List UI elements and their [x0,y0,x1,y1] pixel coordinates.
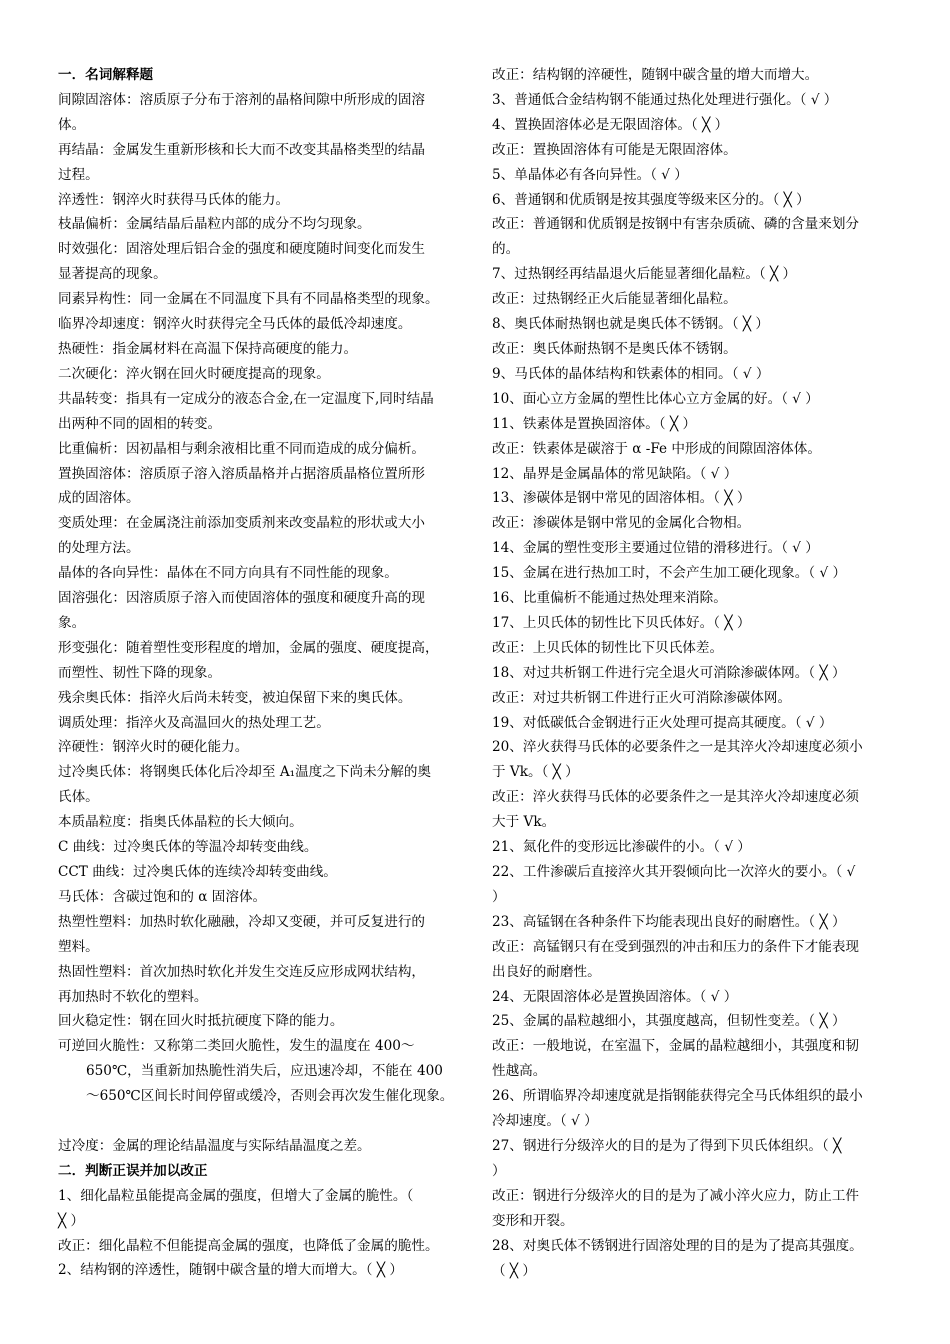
text-line: 改正：细化晶粒不但能提高金属的强度，也降低了金属的脆性。 [58,1237,439,1254]
text-line: 4、置换固溶体必是无限固溶体。（ ╳ ） [492,116,729,133]
text-line: 改正：结构钢的淬硬性，随钢中碳含量的增大而增大。 [492,67,819,83]
text-line: 改正：上贝氏体的韧性比下贝氏体差。 [492,639,724,656]
text-line: 再结晶：金属发生重新形核和长大而不改变其晶格类型的结晶 [58,141,426,158]
text-line: 间隙固溶体：溶质原子分布于溶剂的晶格间隙中所形成的固溶 [58,91,426,108]
section-heading: 一．名词解释题 [58,67,154,83]
text-line: ～650℃区间长时间停留或缓冷，否则会再次发生催化现象。 [86,1088,454,1105]
text-line: 淬透性：钢淬火时获得马氏体的能力。 [58,191,290,208]
text-line: 再加热时不软化的塑料。 [58,988,208,1005]
text-line: 残余奥氏体：指淬火后尚未转变，被迫保留下来的奥氏体。 [58,689,412,706]
text-line: 17、上贝氏体的韧性比下贝氏体好。（ ╳ ） [492,614,751,631]
text-line: 热塑性塑料：加热时软化融融，冷却又变硬，并可反复进行的 [58,913,426,930]
text-line: 而塑性、韧性下降的现象。 [58,664,222,681]
text-line: 13、渗碳体是钢中常见的固溶体相。（ ╳ ） [492,490,751,507]
text-line: 24、无限固溶体必是置换固溶体。（ √ ） [492,988,738,1005]
text-line: 1、细化晶粒虽能提高金属的强度，但增大了金属的脆性。（ [58,1187,414,1204]
left-column [58,63,470,1283]
text-line: 变形和开裂。 [492,1212,574,1229]
text-line: 的处理方法。 [58,540,140,557]
text-line: ） [492,1162,506,1179]
text-line: 调质处理：指淬火及高温回火的热处理工艺。 [58,714,330,731]
text-line: 象。 [58,614,86,631]
blank-line [58,1109,470,1134]
text-line: 5、单晶体必有各向异性。（ √ ） [492,166,688,183]
text-line: 晶体的各向异性：晶体在不同方向具有不同性能的现象。 [58,565,398,582]
text-line: 15、金属在进行热加工时，不会产生加工硬化现象。（ √ ） [492,565,847,582]
text-line: 成的固溶体。 [58,490,140,507]
text-line: 置换固溶体：溶质原子溶入溶质晶格并占据溶质晶格位置所形 [58,465,426,482]
section-heading: 二．判断正误并加以改正 [58,1162,208,1179]
text-line: 过程。 [58,166,99,183]
text-line: 共晶转变：指具有一定成分的液态合金,在一定温度下,同时结晶 [58,390,434,407]
text-line: ╳ ） [58,1212,85,1229]
text-line: 改正：渗碳体是钢中常见的金属化合物相。 [492,515,751,532]
text-line: 热固性塑料：首次加热时软化并发生交连反应形成网状结构， [58,963,426,980]
text-line: 大于 Vk。 [492,814,556,831]
text-line: 可逆回火脆性：又称第二类回火脆性，发生的温度在 400～ [58,1038,415,1055]
text-line: 28、对奥氏体不锈钢进行固溶处理的目的是为了提高其强度。 [492,1237,863,1254]
text-line: 8、奥氏体耐热钢也就是奥氏体不锈钢。（ ╳ ） [492,316,769,333]
text-line: C 曲线：过冷奥氏体的等温冷却转变曲线。 [58,839,318,856]
text-line: 改正：钢进行分级淬火的目的是为了减小淬火应力，防止工件 [492,1187,860,1204]
text-line: 16、比重偏析不能通过热处理来消除。 [492,590,727,607]
text-line: 回火稳定性：钢在回火时抵抗硬度下降的能力。 [58,1013,344,1030]
text-line: 2、结构钢的淬透性，随钢中碳含量的增大而增大。（ ╳ ） [58,1262,403,1279]
text-line: 过冷度：金属的理论结晶温度与实际结晶温度之差。 [58,1137,371,1154]
text-line: 10、面心立方金属的塑性比体心立方金属的好。（ √ ） [492,390,819,407]
text-line: 二次硬化：淬火钢在回火时硬度提高的现象。 [58,365,330,382]
text-line: 18、对过共析钢工件进行完全退火可消除渗碳体网。（ ╳ ） [492,664,846,681]
text-line: 的。 [492,241,520,258]
text-line: 性越高。 [492,1063,547,1080]
text-line: 3、普通低合金结构钢不能通过热化处理进行强化。（ √ ） [492,91,838,108]
text-line: 本质晶粒度：指奥氏体晶粒的长大倾向。 [58,814,303,831]
text-line: 改正：铁素体是碳溶于 α -Fe 中形成的间隙固溶体体。 [492,440,821,457]
text-line: 氏体。 [58,789,99,806]
text-line: 出两种不同的固相的转变。 [58,415,222,432]
text-line: 23、高锰钢在各种条件下均能表现出良好的耐磨性。（ ╳ ） [492,913,846,930]
text-line: 临界冷却速度：钢淬火时获得完全马氏体的最低冷却速度。 [58,316,412,333]
text-line: 12、晶界是金属晶体的常见缺陷。（ √ ） [492,465,738,482]
text-line: 650℃，当重新加热脆性消失后，应迅速冷却，不能在 400 [86,1063,443,1080]
text-line: 改正：过热钢经正火后能显著细化晶粒。 [492,291,737,308]
text-line: 14、金属的塑性变形主要通过位错的滑移进行。（ √ ） [492,540,819,557]
text-line: 22、工件渗碳后直接淬火其开裂倾向比一次淬火的要小。（ √ [492,864,856,880]
text-line: 塑料。 [58,938,99,955]
text-line: 27、钢进行分级淬火的目的是为了得到下贝氏体组织。（ ╳ [492,1137,842,1154]
text-line: 体。 [58,116,86,133]
text-line: （ ╳ ） [492,1262,537,1279]
text-line: 同素异构性：同一金属在不同温度下具有不同晶格类型的现象。 [58,291,439,308]
text-line: 改正：高锰钢只有在受到强烈的冲击和压力的条件下才能表现 [492,938,860,955]
text-line: 26、所谓临界冷却速度就是指钢能获得完全马氏体组织的最小 [492,1088,863,1105]
text-line: 时效强化：固溶处理后铝合金的强度和硬度随时间变化而发生 [58,241,426,258]
text-line: 显著提高的现象。 [58,266,167,283]
text-line: 马氏体：含碳过饱和的 α 固溶体。 [58,888,267,905]
text-line: 出良好的耐磨性。 [492,963,601,980]
text-line: 形变强化：随着塑性变形程度的增加，金属的强度、硬度提高， [58,639,439,656]
text-line: 改正：一般地说，在室温下，金属的晶粒越细小，其强度和韧 [492,1038,860,1055]
text-line: 固溶强化：因溶质原子溶入而使固溶体的强度和硬度升高的现 [58,590,426,607]
text-line: ） [492,888,506,905]
text-line: 热硬性：指金属材料在高温下保持高硬度的能力。 [58,340,358,357]
text-line: 比重偏析：因初晶相与剩余液相比重不同而造成的成分偏析。 [58,440,426,457]
text-line: 21、氮化件的变形远比渗碳件的小。（ √ ） [492,839,751,856]
right-column [492,63,894,1283]
text-line: 改正：对过共析钢工件进行正火可消除渗碳体网。 [492,689,792,706]
text-line: 9、马氏体的晶体结构和铁素体的相同。（ √ ） [492,365,770,382]
text-line: 11、铁素体是置换固溶体。（ ╳ ） [492,415,697,432]
text-line: 改正：淬火获得马氏体的必要条件之一是其淬火冷却速度必须 [492,789,860,806]
text-line: 变质处理：在金属浇注前添加变质剂来改变晶粒的形状或大小 [58,515,426,532]
text-line: CCT 曲线：过冷奥氏体的连续冷却转变曲线。 [58,864,337,880]
text-line: 19、对低碳低合金钢进行正火处理可提高其硬度。（ √ ） [492,714,833,731]
text-line: 冷却速度。（ √ ） [492,1113,598,1130]
text-line: 改正：置换固溶体有可能是无限固溶体。 [492,141,737,158]
text-line: 改正：普通钢和优质钢是按钢中有害杂质硫、磷的含量来划分 [492,216,860,233]
text-line: 7、过热钢经再结晶退火后能显著细化晶粒。（ ╳ ） [492,266,797,283]
text-line: 25、金属的晶粒越细小，其强度越高，但韧性变差。（ ╳ ） [492,1013,846,1030]
text-line: 改正：奥氏体耐热钢不是奥氏体不锈钢。 [492,340,737,357]
text-line: 枝晶偏析：金属结晶后晶粒内部的成分不均匀现象。 [58,216,371,233]
text-line: 淬硬性：钢淬火时的硬化能力。 [58,739,249,756]
text-line: 6、普通钢和优质钢是按其强度等级来区分的。（ ╳ ） [492,191,810,208]
text-line: 20、淬火获得马氏体的必要条件之一是其淬火冷却速度必须小 [492,739,863,756]
text-line: 于 Vk。（ ╳ ） [492,764,579,781]
text-line: 过冷奥氏体：将钢奥氏体化后冷却至 A₁温度之下尚未分解的奥 [58,764,432,781]
